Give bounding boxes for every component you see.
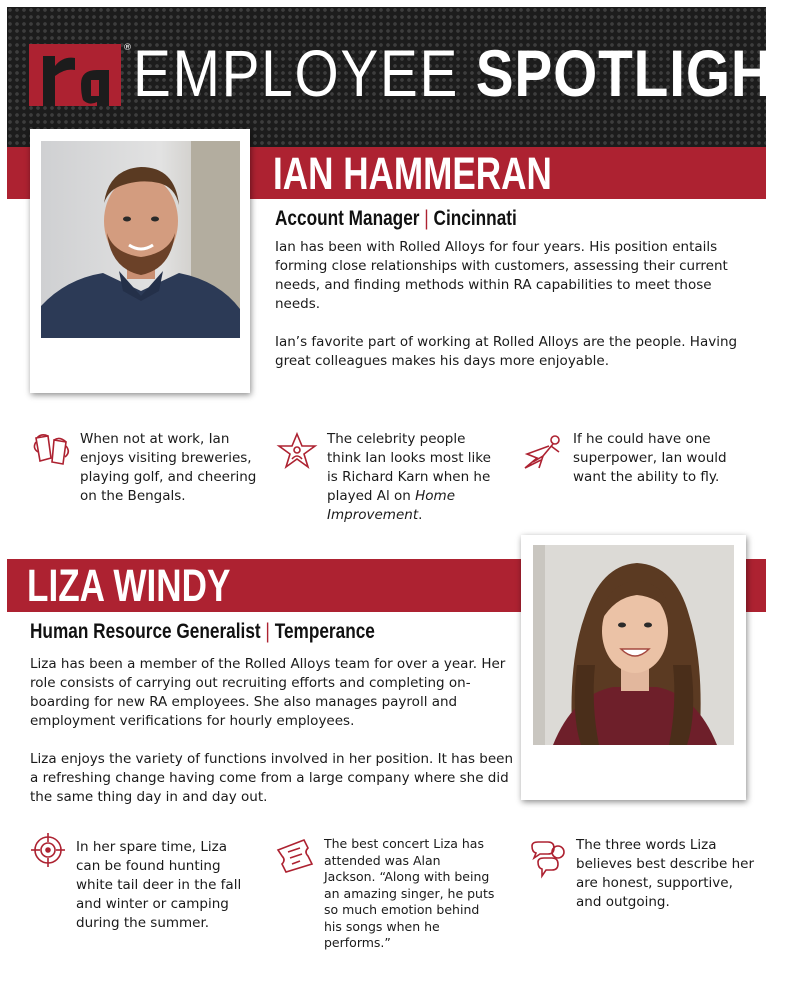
fact-text: The best concert Liza has attended was Alan Jackson. “Along with being an amazing singer, he puts so much emotion behind his songs when he performs.” xyxy=(324,836,495,950)
employee-bio-liza xyxy=(30,655,520,826)
title-light: EMPLOYEE xyxy=(133,36,460,110)
fact-text: The three words Liza believes best describe her are honest, supportive, and outgoing. xyxy=(576,837,755,910)
employee-name-liza: LIZA WINDY xyxy=(27,560,231,611)
employee-photo-ian xyxy=(41,141,240,338)
bio-paragraph: Liza has been a member of the Rolled Alloys team for over a year. Her role consists of carrying out recruiting efforts and completing on-boarding for new RA employees. She also manages payroll and employment verifications for hourly employees. xyxy=(30,656,506,729)
fact-text: When not at work, Ian enjoys visiting breweries, playing golf, and cheering on the Bengals. xyxy=(80,431,257,504)
concert-ticket-icon xyxy=(274,838,316,874)
role-separator: | xyxy=(265,620,270,643)
employee-bio-ian xyxy=(275,238,745,390)
fact-text: If he could have one superpower, Ian would want the ability to fly. xyxy=(573,431,727,485)
header-banner xyxy=(7,7,808,147)
beer-mugs-icon xyxy=(32,430,72,470)
role-separator: | xyxy=(424,207,429,230)
page-title xyxy=(133,34,808,112)
bio-paragraph: Liza enjoys the variety of functions involved in her position. It has been a refreshing change having come from a large company where she did the same thing day in and day out. xyxy=(30,751,514,805)
employee-role-ian xyxy=(275,207,517,231)
role-location: Cincinnati xyxy=(433,207,517,230)
photo-frame-liza xyxy=(521,535,746,800)
employee-role-liza xyxy=(30,620,375,644)
title-bold: SPOTLIGHT xyxy=(475,36,808,110)
employee-name-ian: IAN HAMMERAN xyxy=(273,148,552,199)
fact-text: In her spare time, Liza can be found hunting white tail deer in the fall and winter or camping during the summer. xyxy=(76,839,242,931)
employee-photo-liza xyxy=(533,545,734,745)
fact-text-title: Home Improvement xyxy=(327,488,456,523)
speech-bubbles-icon xyxy=(528,840,568,880)
superhero-icon xyxy=(523,432,565,474)
crosshair-icon xyxy=(30,832,66,868)
role-title: Human Resource Generalist xyxy=(30,620,261,643)
ra-logo xyxy=(29,44,121,106)
fact-text xyxy=(327,430,507,525)
role-location: Temperance xyxy=(274,620,375,643)
role-title: Account Manager xyxy=(275,207,420,230)
registered-mark: ® xyxy=(123,43,132,53)
bio-paragraph: Ian’s favorite part of working at Rolled Alloys are the people. Having great colleagues makes his days more enjoyable. xyxy=(275,334,738,369)
fact-text-part: The celebrity people think Ian looks most like is Richard Karn when he played Al on xyxy=(327,431,491,504)
photo-frame-ian xyxy=(30,129,250,393)
star-icon xyxy=(277,432,317,472)
bio-paragraph: Ian has been with Rolled Alloys for four years. His position entails forming close relationships with customers, assessing their current needs, and finding methods within RA capabilities to meet those needs. xyxy=(275,239,728,312)
fact-text-part: . xyxy=(418,507,423,523)
